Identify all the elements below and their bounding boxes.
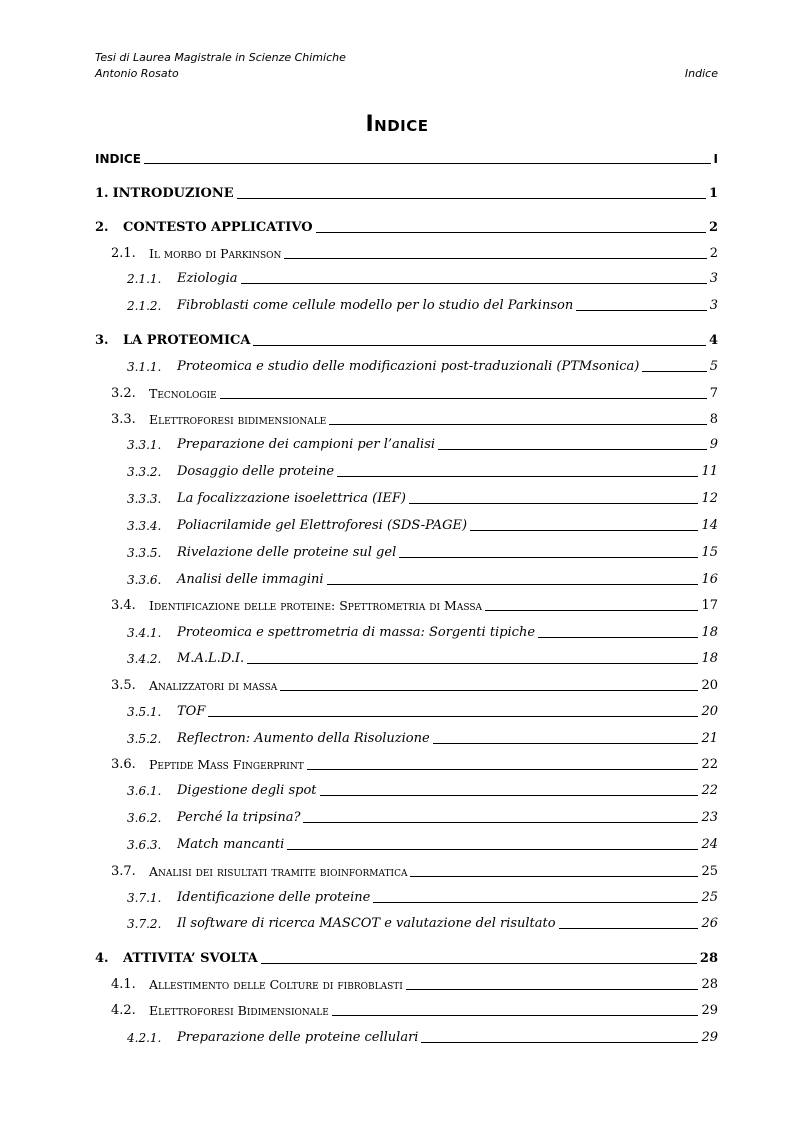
toc-entry-title: Poliacrilamide gel Elettroforesi (SDS-PAGE) [177, 518, 468, 533]
toc-leader-line [303, 821, 698, 823]
toc-entry[interactable] [95, 596, 718, 614]
toc-entry-title: Analizzatori di massa [149, 678, 278, 693]
toc-entry[interactable] [95, 623, 718, 641]
running-header-right: Indice [684, 67, 718, 80]
toc-entry[interactable] [95, 543, 718, 561]
toc-leader-line [284, 257, 706, 259]
toc-leader-line [538, 636, 698, 638]
toc-leader-line [421, 1041, 698, 1043]
toc-entry[interactable] [95, 949, 718, 967]
toc-entry[interactable] [95, 462, 718, 480]
toc-entry-page: 4 [708, 333, 718, 348]
toc-entry-title: Elettroforesi Bidimensionale [149, 1003, 329, 1018]
toc-entry[interactable] [95, 729, 718, 747]
toc-leader-line [280, 689, 698, 691]
toc-entry-title: M.A.L.D.I. [177, 651, 245, 666]
toc-entry-title: Digestione degli spot [177, 783, 317, 798]
toc-entry-page: 17 [701, 598, 718, 613]
toc-entry-title: Proteomica e studio delle modificazioni post-traduzionali (PTMsonica) [177, 359, 640, 374]
toc-leader-line [329, 423, 706, 425]
toc-entry-page: 16 [701, 572, 718, 587]
toc-entry-number: 3.3. [111, 412, 136, 427]
toc-entry-number: 3.3.3. [127, 492, 162, 506]
toc-entry-page: I [713, 152, 718, 166]
toc-entry-number: 3.7.1. [127, 891, 162, 905]
toc-leader-line [559, 927, 699, 929]
toc-entry-page: 22 [701, 757, 718, 772]
toc-leader-line [253, 344, 705, 346]
toc-entry-page: 26 [701, 916, 718, 931]
toc-entry-page: 28 [699, 951, 718, 966]
toc-entry-number: 3. [95, 333, 109, 348]
toc-entry-page: 14 [701, 518, 718, 533]
toc-entry-title: Identificazione delle proteine [177, 890, 371, 905]
toc-entry-number: 3.7. [111, 864, 136, 879]
toc-entry[interactable] [95, 570, 718, 588]
page-title: Indice [365, 112, 429, 137]
thesis-title-line: Tesi di Laurea Magistrale in Scienze Chimiche [95, 51, 346, 64]
toc-entry-number: 3.6.2. [127, 811, 162, 825]
toc-entry[interactable] [95, 781, 718, 799]
toc-entry-title: INTRODUZIONE [112, 186, 234, 201]
toc-entry-title: Eziologia [177, 271, 238, 286]
toc-entry-title: Identificazione delle proteine: Spettrometria di Massa [149, 598, 483, 613]
toc-leader-line [433, 742, 699, 744]
toc-entry-page: 5 [709, 359, 718, 374]
toc-leader-line [438, 448, 707, 450]
toc-leader-line [485, 609, 698, 611]
toc-entry-page: 8 [709, 412, 718, 427]
toc-entry-page: 20 [701, 704, 718, 719]
toc-entry-number: 4. [95, 951, 109, 966]
toc-entry-number: 3.1.1. [127, 360, 162, 374]
toc-entry[interactable] [95, 149, 718, 167]
toc-entry-number: 4.1. [111, 977, 136, 992]
toc-leader-line [470, 529, 698, 531]
toc-entry-page: 2 [709, 246, 718, 261]
toc-entry[interactable] [95, 489, 718, 507]
toc-leader-line [406, 988, 699, 990]
toc-entry[interactable] [95, 808, 718, 826]
toc-entry-number: 3.2. [111, 386, 136, 401]
toc-entry-page: 3 [709, 298, 718, 313]
toc-entry-number: 3.3.6. [127, 573, 162, 587]
toc-entry-page: 29 [701, 1030, 718, 1045]
running-header-left [95, 50, 346, 82]
toc-leader-line [409, 502, 698, 504]
toc-entry-number: 2.1. [111, 246, 136, 261]
toc-entry-page: 25 [701, 890, 718, 905]
toc-entry-title: Dosaggio delle proteine [177, 464, 335, 479]
toc-entry[interactable] [95, 914, 718, 932]
toc-entry-number: 4.2.1. [127, 1031, 162, 1045]
toc-leader-line [247, 662, 698, 664]
toc-leader-line [261, 962, 697, 964]
toc-entry-page: 18 [701, 651, 718, 666]
toc-entry-title: Fibroblasti come cellule modello per lo studio del Parkinson [177, 298, 574, 313]
toc-leader-line [307, 768, 699, 770]
toc-leader-line [373, 901, 698, 903]
toc-entry-title: Analisi delle immagini [177, 572, 324, 587]
toc-entry-page: 3 [709, 271, 718, 286]
toc-leader-line [576, 309, 707, 311]
toc-entry-page: 29 [701, 1003, 718, 1018]
toc-entry-title: Preparazione delle proteine cellulari [177, 1030, 419, 1045]
toc-entry-number: 3.5.2. [127, 732, 162, 746]
toc-entry-title: Analisi dei risultati tramite bioinformatica [149, 864, 408, 879]
toc-entry[interactable] [95, 184, 718, 202]
toc-entry-number: 3.5. [111, 678, 136, 693]
toc-entry[interactable] [95, 835, 718, 853]
toc-entry-number: 3.6. [111, 757, 136, 772]
toc-entry-page: 20 [701, 678, 718, 693]
toc-entry-number: 2.1.1. [127, 272, 162, 286]
toc-entry-number: 4.2. [111, 1003, 136, 1018]
toc-entry-title: ATTIVITA’ SVOLTA [123, 951, 258, 966]
toc-entry-page: 1 [708, 186, 718, 201]
toc-entry[interactable] [95, 269, 718, 287]
toc-entry-title: INDICE [95, 152, 141, 166]
toc-entry[interactable] [95, 331, 718, 349]
toc-entry-page: 25 [701, 864, 718, 879]
toc-entry-number: 3.7.2. [127, 917, 162, 931]
toc-entry[interactable] [95, 435, 718, 453]
toc-entry[interactable] [95, 862, 718, 880]
toc-entry-title: LA PROTEOMICA [123, 333, 251, 348]
toc-entry-title: Allestimento delle Colture di fibroblasti [149, 977, 403, 992]
toc-entry[interactable] [95, 516, 718, 534]
toc-entry-title: La focalizzazione isoelettrica (IEF) [177, 491, 406, 506]
toc-entry-title: Peptide Mass Fingerprint [149, 757, 304, 772]
toc-leader-line [399, 556, 698, 558]
toc-entry-title: Match mancanti [177, 837, 285, 852]
toc-entry-page: 12 [701, 491, 718, 506]
toc-leader-line [144, 162, 711, 164]
toc-entry-page: 22 [701, 783, 718, 798]
toc-leader-line [241, 282, 707, 284]
toc-entry[interactable] [95, 676, 718, 694]
toc-leader-line [320, 794, 699, 796]
toc-entry-number: 3.3.4. [127, 519, 162, 533]
toc-entry-number: 3.3.5. [127, 546, 162, 560]
toc-entry-number: 3.5.1. [127, 705, 162, 719]
toc-entry[interactable] [95, 1028, 718, 1046]
author-line: Antonio Rosato [95, 67, 179, 80]
toc-entry-title: CONTESTO APPLICATIVO [123, 220, 313, 235]
toc-leader-line [332, 1014, 699, 1016]
toc-entry-number: 3.3.1. [127, 438, 162, 452]
toc-entry-number: 2.1.2. [127, 299, 162, 313]
toc-entry-title: Elettroforesi bidimensionale [149, 412, 327, 427]
toc-entry-title: Il software di ricerca MASCOT e valutazione del risultato [177, 916, 556, 931]
toc-entry-title: TOF [177, 704, 206, 719]
toc-entry[interactable] [95, 410, 718, 428]
toc-entry-title: Tecnologie [149, 386, 217, 401]
toc-entry-page: 28 [701, 977, 718, 992]
toc-entry[interactable] [95, 888, 718, 906]
toc-entry[interactable] [95, 755, 718, 773]
toc-entry-number: 3.4. [111, 598, 136, 613]
toc-entry-page: 2 [708, 220, 718, 235]
toc-entry[interactable] [95, 975, 718, 993]
toc-entry-page: 7 [709, 386, 718, 401]
toc-entry-title: Reflectron: Aumento della Risoluzione [177, 731, 430, 746]
toc-entry[interactable] [95, 357, 718, 375]
toc-leader-line [208, 715, 698, 717]
toc-entry-page: 11 [701, 464, 718, 479]
toc-entry-page: 18 [701, 625, 718, 640]
toc-entry-page: 21 [701, 731, 718, 746]
toc-entry-page: 23 [701, 810, 718, 825]
toc-entry-number: 1. [95, 186, 109, 201]
toc-entry[interactable] [95, 649, 718, 667]
toc-entry-page: 9 [709, 437, 718, 452]
toc-leader-line [642, 370, 706, 372]
toc-entry-number: 3.4.2. [127, 652, 162, 666]
toc-leader-line [237, 197, 706, 199]
toc-entry-page: 15 [701, 545, 718, 560]
toc-entry-number: 2. [95, 220, 109, 235]
toc-entry[interactable] [95, 702, 718, 720]
toc-leader-line [410, 875, 698, 877]
toc-entry-number: 3.6.3. [127, 838, 162, 852]
toc-leader-line [327, 583, 699, 585]
toc-entry[interactable] [95, 384, 718, 402]
toc-entry[interactable] [95, 244, 718, 262]
toc-leader-line [337, 475, 698, 477]
toc-entry-title: Il morbo di Parkinson [149, 246, 282, 261]
toc-entry[interactable] [95, 218, 718, 236]
toc-leader-line [220, 397, 707, 399]
toc-leader-line [287, 848, 698, 850]
toc-entry-title: Proteomica e spettrometria di massa: Sorgenti tipiche [177, 625, 536, 640]
toc-entry[interactable] [95, 296, 718, 314]
toc-leader-line [316, 231, 706, 233]
toc-entry-page: 24 [701, 837, 718, 852]
toc-entry-number: 3.3.2. [127, 465, 162, 479]
toc-entry-title: Rivelazione delle proteine sul gel [177, 545, 397, 560]
toc-entry[interactable] [95, 1001, 718, 1019]
toc-entry-title: Perché la tripsina? [177, 810, 301, 825]
toc-entry-number: 3.6.1. [127, 784, 162, 798]
toc-entry-title: Preparazione dei campioni per l’analisi [177, 437, 436, 452]
toc-entry-number: 3.4.1. [127, 626, 162, 640]
